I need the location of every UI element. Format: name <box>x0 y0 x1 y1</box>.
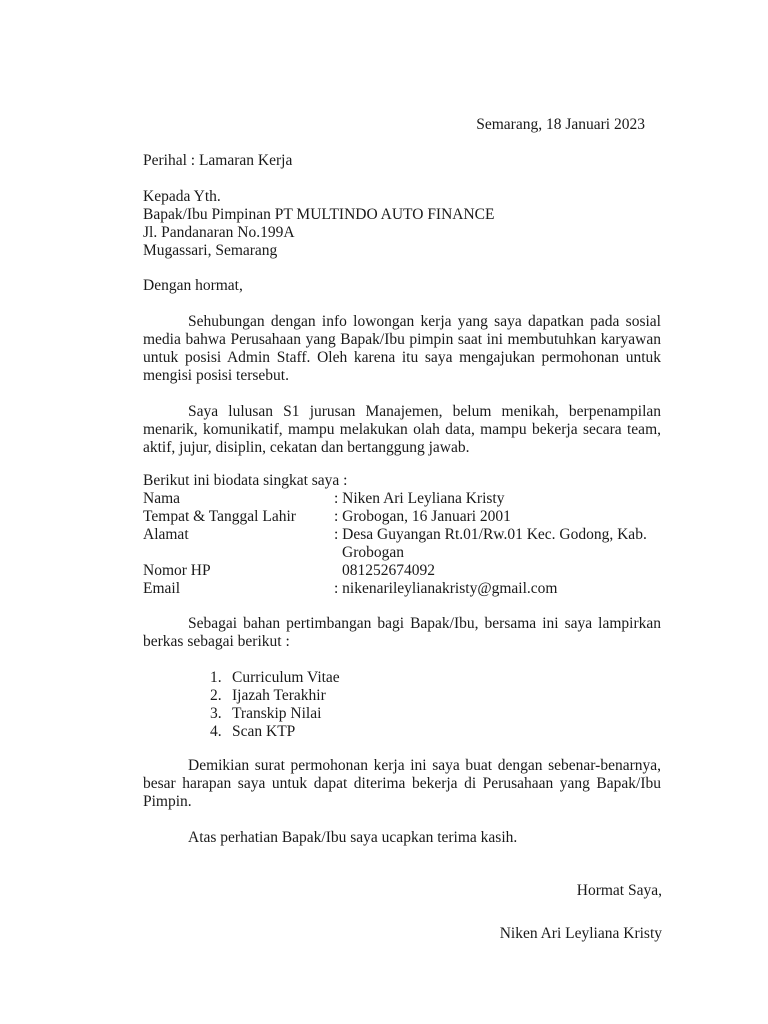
bio-label: Email <box>143 580 181 597</box>
list-number: 2. <box>210 687 222 704</box>
list-label: Scan KTP <box>232 723 296 740</box>
bio-row-phone <box>143 562 673 580</box>
recipient-address-line1: Jl. Pandanaran No.199A <box>143 224 295 241</box>
paragraph-attachments-intro: Sebagai bahan pertimbangan bagi Bapak/Ibu, bersama ini saya lampirkan berkas sebagai berikut : <box>143 615 661 650</box>
bio-value: 081252674092 <box>342 562 435 579</box>
signatory-name: Niken Ari Leyliana Kristy <box>499 925 662 942</box>
attachment-list <box>210 669 340 741</box>
recipient-name: Bapak/Ibu Pimpinan PT MULTINDO AUTO FINANCE <box>143 206 495 223</box>
bio-row-address <box>143 526 673 562</box>
closing-salutation: Hormat Saya, <box>576 882 662 899</box>
bio-address-line1: : Desa Guyangan Rt.01/Rw.01 Kec. Godong, Kab. <box>334 526 647 543</box>
bio-value: : Niken Ari Leyliana Kristy <box>334 490 505 507</box>
paragraph-intro: Sehubungan dengan info lowongan kerja yang saya dapatkan pada sosial media bahwa Perusahaan yang Bapak/Ibu pimpin saat ini membutuhkan karyawan untuk posisi Admin Staff. Oleh karena itu saya mengajukan permohonan untuk mengisi posisi tersebut. <box>143 313 661 384</box>
list-label: Ijazah Terakhir <box>232 687 326 704</box>
bio-intro: Berikut ini biodata singkat saya : <box>143 472 348 489</box>
bio-value: : nikenarileylianakristy@gmail.com <box>334 580 558 597</box>
list-item <box>210 705 340 723</box>
list-number: 1. <box>210 669 222 686</box>
list-item <box>210 687 340 705</box>
bio-label: Alamat <box>143 526 189 543</box>
bio-row-birth <box>143 508 673 526</box>
paragraph-closing: Demikian surat permohonan kerja ini saya buat dengan sebenar-benarnya, besar harapan saya untuk dapat diterima bekerja di Perusahaan yang Bapak/Ibu Pimpin. <box>143 757 661 810</box>
place-date: Semarang, 18 Januari 2023 <box>476 116 645 133</box>
bio-label: Nama <box>143 490 181 507</box>
list-label: Curriculum Vitae <box>232 669 340 686</box>
recipient-salutation: Kepada Yth. <box>143 188 221 205</box>
paragraph-qualifications: Saya lulusan S1 jurusan Manajemen, belum menikah, berpenampilan menarik, komunikatif, mampu melakukan olah data, mampu bekerja secara team, aktif, jujur, disiplin, cekatan dan bertanggung jawab. <box>143 403 661 456</box>
list-item <box>210 723 340 741</box>
bio-label: Tempat & Tanggal Lahir <box>143 508 296 525</box>
greeting: Dengan hormat, <box>143 277 243 294</box>
bio-row-email <box>143 580 673 598</box>
paragraph-thanks: Atas perhatian Bapak/Ibu saya ucapkan terima kasih. <box>188 829 518 846</box>
list-label: Transkip Nilai <box>232 705 322 722</box>
list-item <box>210 669 340 687</box>
bio-value <box>334 526 647 562</box>
bio-label: Nomor HP <box>143 562 211 579</box>
bio-value: : Grobogan, 16 Januari 2001 <box>334 508 511 525</box>
list-number: 3. <box>210 705 222 722</box>
subject-line: Perihal : Lamaran Kerja <box>143 152 293 169</box>
bio-row-name <box>143 490 673 508</box>
list-number: 4. <box>210 723 222 740</box>
recipient-address-line2: Mugassari, Semarang <box>143 242 278 259</box>
bio-address-line2: Grobogan <box>342 544 404 561</box>
